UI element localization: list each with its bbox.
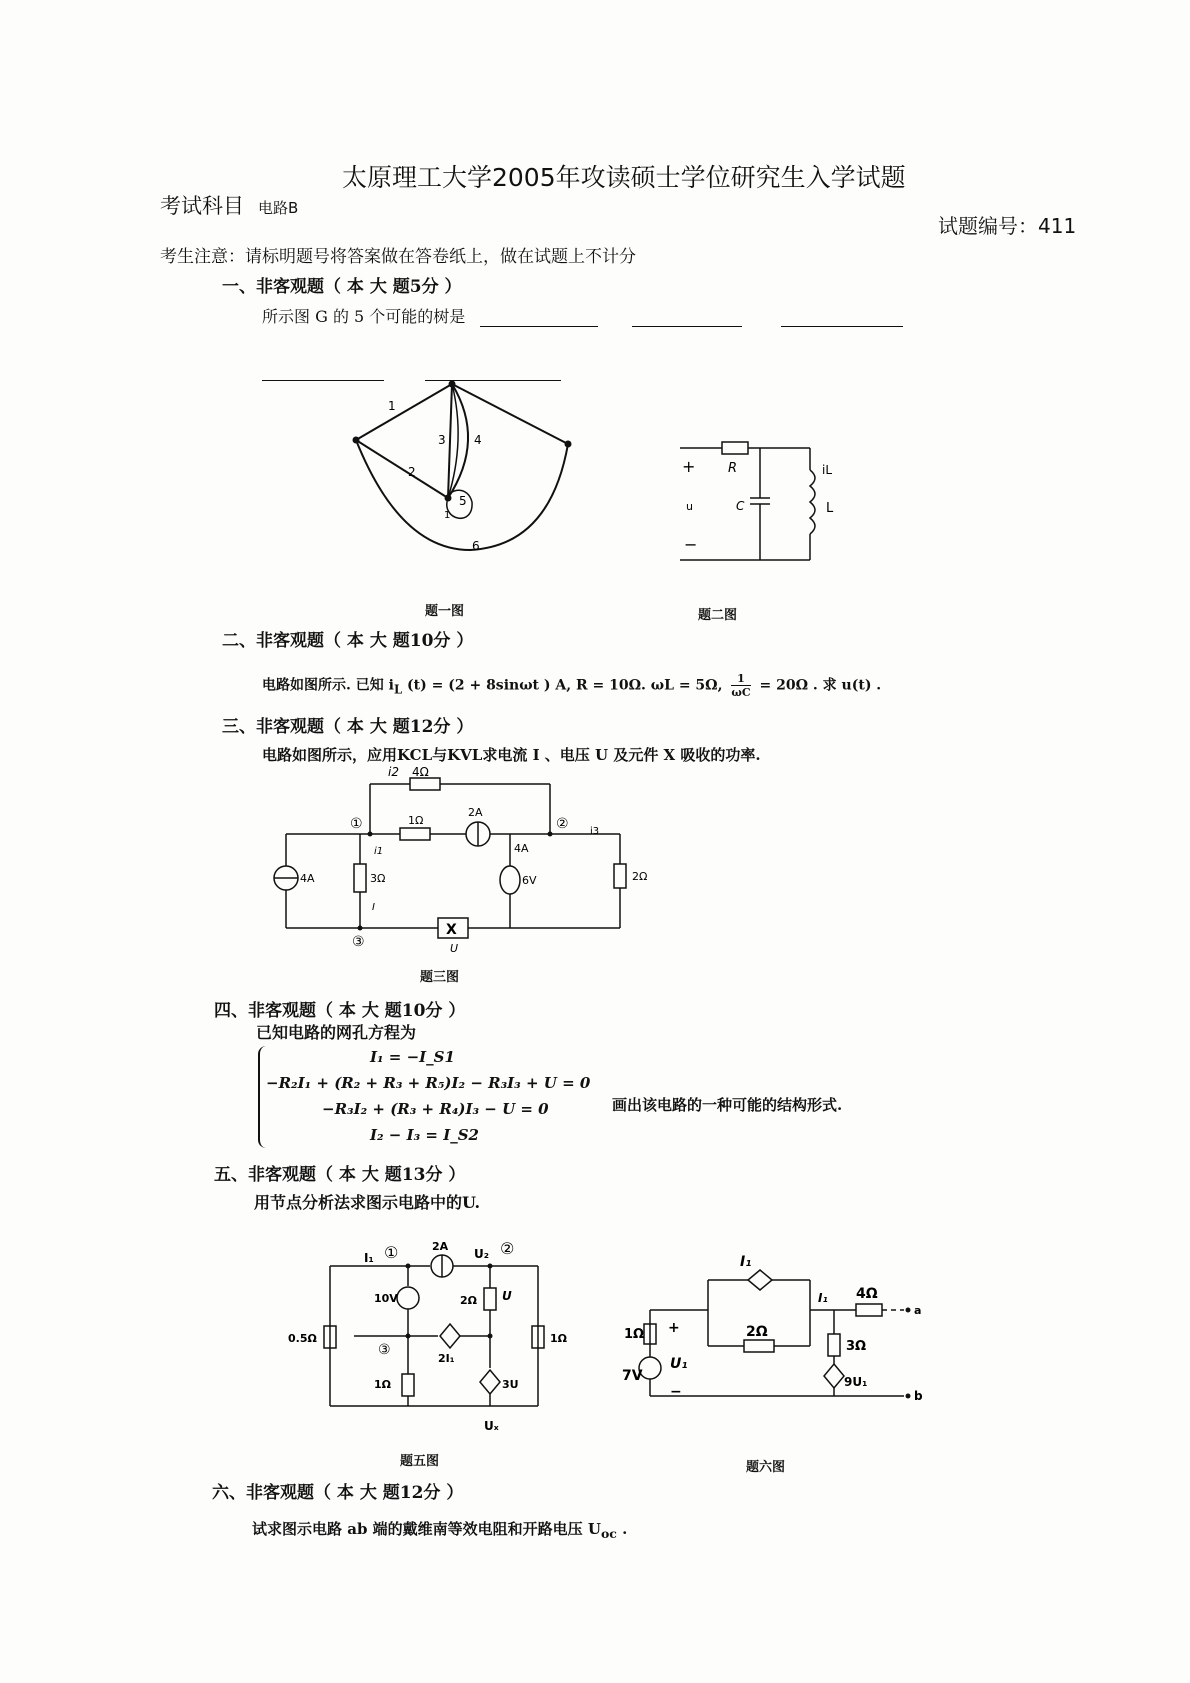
q2-heading: 二、非客观题（ 本 大 题10分 ）: [222, 631, 474, 651]
node-2-label: ②: [500, 1239, 515, 1258]
q6-text-end: .: [616, 1520, 628, 1538]
subject-value: 电路B: [258, 199, 299, 217]
node-2-label: ②: [556, 816, 569, 832]
q4-heading: 四、非客观题（ 本 大 题10分 ）: [214, 1001, 466, 1021]
answer-blank-1[interactable]: [480, 308, 598, 327]
u3-label: 3U: [502, 1378, 519, 1391]
q2-fraction: [731, 672, 750, 699]
resistor-2ohm: [614, 864, 626, 888]
fraction-numerator: 1: [731, 672, 750, 686]
node: [445, 495, 452, 502]
q1-caption: 题一图: [425, 604, 465, 619]
q3-heading: 三、非客观题（ 本 大 题12分 ）: [222, 717, 474, 737]
r3-label: 3Ω: [846, 1339, 867, 1354]
resistor-1ohm: [400, 828, 430, 840]
voltage-source-6v: [500, 866, 520, 894]
q5-caption: 题五图: [400, 1454, 440, 1469]
node: [358, 926, 363, 931]
q2-text-rest: (t) = (2 + 8sinωt ) A, R = 10Ω. ωL = 5Ω,: [407, 677, 723, 694]
a4-left-label: 4A: [300, 872, 315, 885]
inductor-l: [810, 470, 815, 534]
node: [406, 1264, 411, 1269]
branch-label: 4: [474, 433, 482, 447]
q2-text: [262, 672, 881, 699]
v7-label: 7V: [622, 1368, 643, 1384]
node-3-label: ③: [352, 934, 365, 950]
branch-label: 5: [459, 494, 467, 508]
node: [488, 1334, 493, 1339]
x-label: X: [446, 922, 457, 938]
resistor-r: [722, 442, 748, 454]
node: [449, 381, 456, 388]
i1b-label: 2I₁: [438, 1352, 455, 1365]
q1-heading: 一、非客观题（ 本 大 题5分 ）: [222, 277, 462, 297]
u-label: U: [450, 942, 459, 955]
i3-label: i3: [590, 826, 600, 837]
q6-text: [252, 1518, 627, 1541]
voltage-u-label: u: [686, 500, 693, 513]
resistor-2ohm: [484, 1288, 496, 1310]
mesh-equation: I₂ − I₃ = I_S2: [370, 1126, 479, 1144]
r4-label: 4Ω: [412, 765, 429, 779]
q3-text: 电路如图所示，应用KCL与KVL求电流 I 、电压 U 及元件 X 吸收的功率.: [262, 746, 761, 764]
branch-label: 6: [472, 539, 480, 553]
terminal-b: [906, 1394, 911, 1399]
q3-caption: 题三图: [420, 970, 460, 985]
b-label: b: [914, 1389, 923, 1403]
mesh-equation: −R₂I₁ + (R₂ + R₃ + R₅)I₂ − R₃I₃ + U = 0: [266, 1074, 591, 1092]
resistor-3ohm: [354, 864, 366, 892]
branch-label: 3: [438, 433, 446, 447]
q3-circuit-figure: [270, 765, 650, 955]
i2-label: i2: [388, 765, 399, 779]
r1b-label: 1Ω: [374, 1378, 392, 1391]
answer-blank-2[interactable]: [632, 308, 742, 327]
q6-heading: 六、非客观题（ 本 大 题12分 ）: [212, 1483, 464, 1503]
r1-label: 1Ω: [408, 814, 424, 827]
q2-circuit-figure: [670, 440, 870, 570]
q1-text-label: 所示图 G 的 5 个可能的树是: [262, 307, 466, 326]
q5-heading: 五、非客观题（ 本 大 题13分 ）: [214, 1165, 466, 1185]
page-title: 太原理工大学2005年攻读硕士学位研究生入学试题: [342, 163, 906, 192]
voltage-source-10v: [397, 1287, 419, 1309]
q6-text-main: 试求图示电路 ab 端的戴维南等效电阻和开路电压 U: [252, 1520, 601, 1538]
q5-circuit-figure: [280, 1236, 600, 1440]
i1-label: I₁: [818, 1291, 828, 1305]
answer-blank-3[interactable]: [781, 308, 903, 327]
exam-notice: 考生注意：请标明题号将答案做在答卷纸上，做在试题上不计分: [160, 247, 636, 267]
c-label: C: [736, 499, 745, 513]
a-label: a: [914, 1304, 922, 1317]
resistor-1ohm-bottom: [402, 1374, 414, 1396]
l-label: L: [826, 501, 834, 516]
node: [406, 1334, 411, 1339]
v6-label: 6V: [522, 874, 537, 887]
q5-text: 用节点分析法求图示电路中的U.: [254, 1193, 481, 1212]
node-label: 1: [444, 510, 451, 521]
minus-label: −: [670, 1384, 682, 1400]
resistor-2ohm: [744, 1340, 774, 1352]
i1-label: i1: [374, 846, 384, 857]
resistor-4ohm: [856, 1304, 882, 1316]
r2-label: 2Ω: [746, 1324, 768, 1340]
exam-subject: [160, 190, 298, 220]
equation-brace: [258, 1046, 266, 1148]
i1-top-label: I₁: [740, 1254, 752, 1270]
code-label: 试题编号：: [938, 214, 1038, 238]
il-label: iL: [822, 463, 833, 477]
terminal-plus: +: [682, 457, 696, 476]
r2-label: 2Ω: [632, 870, 648, 883]
a2-label: 2A: [468, 806, 483, 819]
plus-label: +: [668, 1320, 680, 1336]
q2-text-end: = 20Ω . 求 u(t) .: [759, 677, 882, 694]
i-label: I: [372, 902, 375, 913]
r1-label: 1Ω: [624, 1327, 645, 1342]
node: [353, 437, 360, 444]
r2-label: 2Ω: [460, 1294, 478, 1307]
terminal-a: [906, 1308, 911, 1313]
q2-text-start: 电路如图所示. 已知 i: [262, 677, 394, 694]
terminal-minus: −: [684, 535, 698, 554]
node: [565, 441, 572, 448]
resistor-4ohm: [410, 778, 440, 790]
controlled-source-2i1: [440, 1324, 460, 1348]
v10-label: 10V: [374, 1292, 398, 1305]
a4-right-label: 4A: [514, 842, 529, 855]
u-label: U: [502, 1289, 512, 1303]
mesh-equation: −R₃I₂ + (R₃ + R₄)I₃ − U = 0: [322, 1100, 549, 1118]
branch-label: 1: [388, 399, 396, 413]
subject-label: 考试科目: [160, 194, 244, 218]
node: [368, 832, 373, 837]
controlled-current-source: [748, 1270, 772, 1290]
r3-label: 3Ω: [370, 872, 386, 885]
q6-text-sub: oc: [600, 1526, 617, 1541]
branch-1: [356, 384, 452, 440]
graph-g-figure: [340, 370, 580, 560]
branch-label: 2: [408, 465, 416, 479]
node: [488, 1264, 493, 1269]
node: [548, 832, 553, 837]
node-3-label: ③: [378, 1342, 391, 1358]
branch-3: [448, 384, 452, 498]
resistor-3ohm: [828, 1334, 840, 1356]
r1c-label: 1Ω: [550, 1332, 568, 1345]
node-1-label: ①: [350, 816, 363, 832]
i1-label: I₁: [364, 1251, 374, 1265]
u1-label: U₁: [670, 1356, 688, 1372]
q6-circuit-figure: [620, 1250, 923, 1420]
r-label: R: [728, 461, 738, 476]
r05-label: 0.5Ω: [288, 1332, 317, 1345]
q4-side-text: 画出该电路的一种可能的结构形式.: [612, 1096, 843, 1114]
node-1-label: ①: [384, 1243, 399, 1262]
mesh-equation: I₁ = −I_S1: [370, 1048, 455, 1066]
r4-label: 4Ω: [856, 1286, 878, 1302]
q6-caption: 题六图: [746, 1460, 786, 1475]
ux-label: Uₓ: [484, 1419, 499, 1433]
q1-text: [262, 304, 903, 327]
source-9u1-label: 9U₁: [844, 1375, 868, 1389]
a2-label: 2A: [432, 1240, 449, 1253]
controlled-voltage-source: [824, 1364, 844, 1388]
exam-code: [938, 210, 1076, 239]
branch-5: [452, 384, 568, 444]
fraction-denominator: ωC: [731, 686, 751, 699]
q2-caption: 题二图: [698, 608, 738, 623]
code-value: 411: [1038, 214, 1077, 238]
u2-label: U₂: [474, 1247, 489, 1261]
q2-text-sub: L: [393, 682, 403, 697]
controlled-source-3u: [480, 1370, 500, 1394]
q4-text: 已知电路的网孔方程为: [256, 1023, 417, 1042]
